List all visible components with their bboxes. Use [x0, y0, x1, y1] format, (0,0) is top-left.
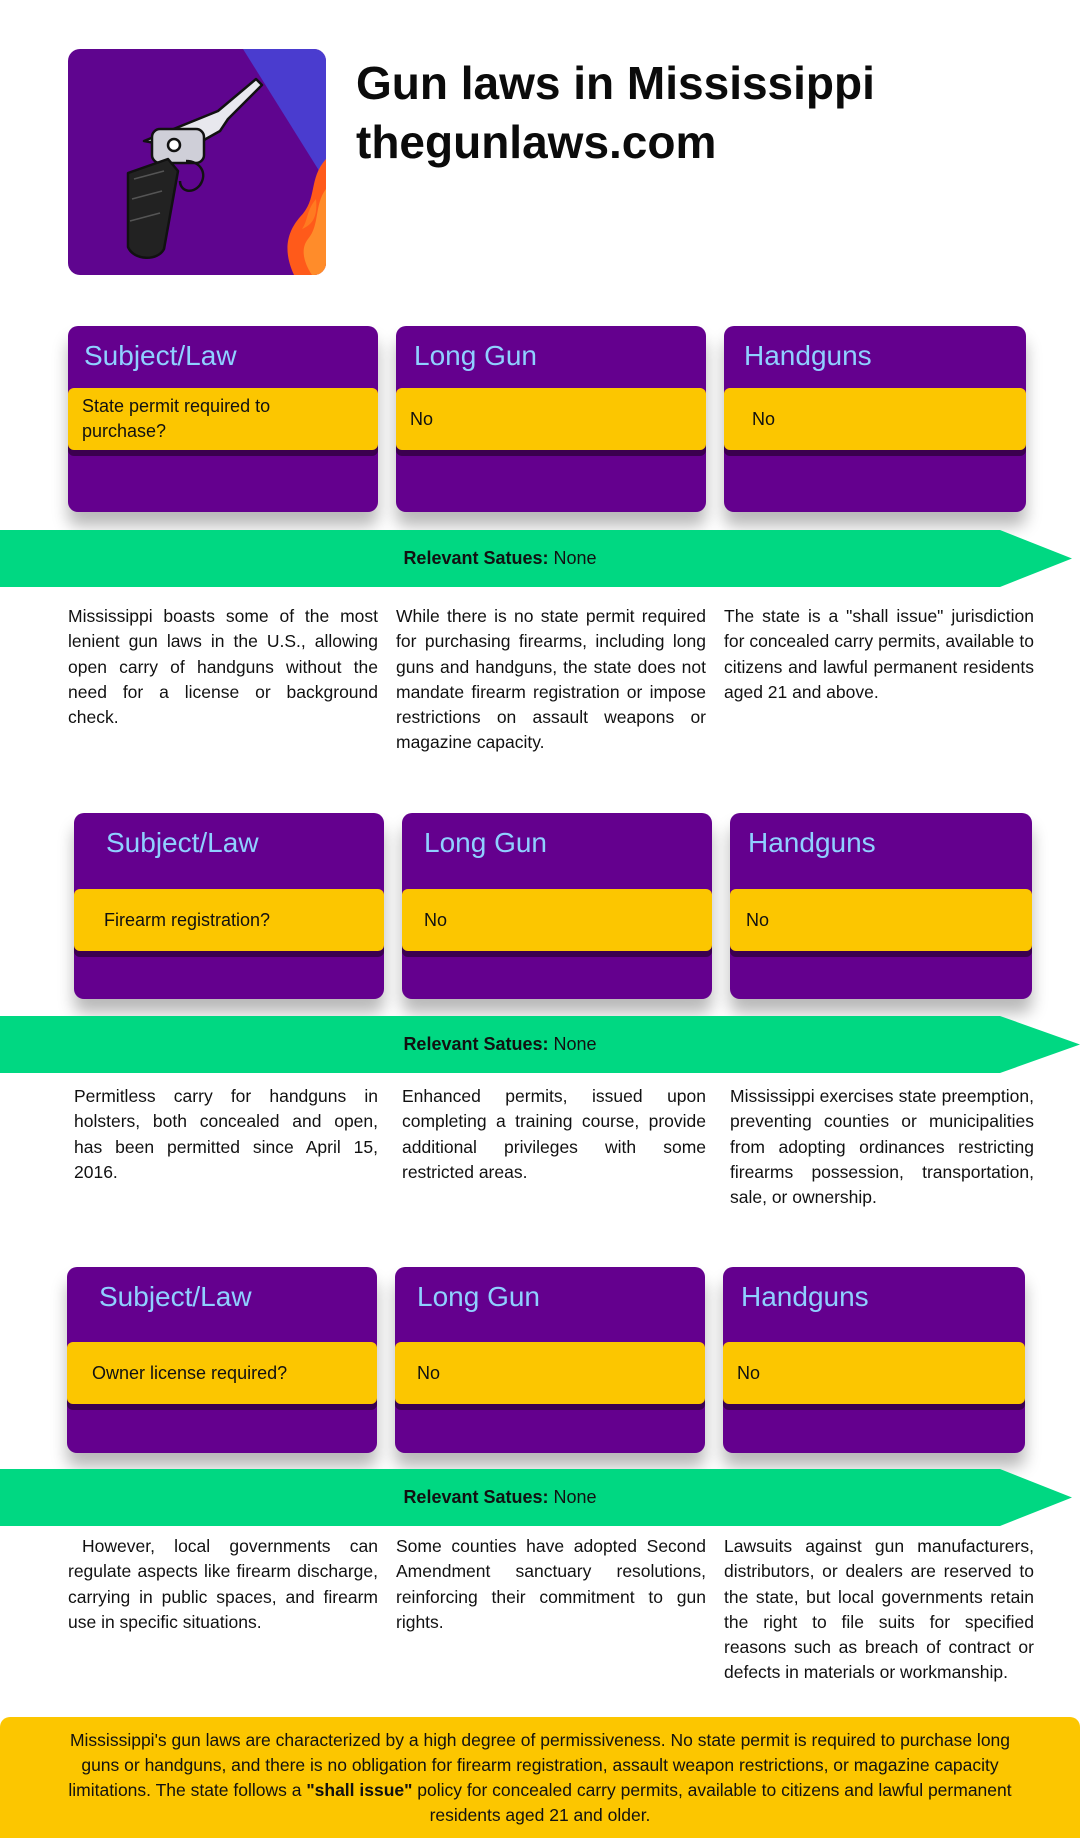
subject-card: [68, 326, 378, 512]
long-gun-heading: Long Gun: [424, 827, 547, 858]
handguns-value: No: [724, 388, 1026, 450]
info-paragraph: Some counties have adopted Second Amendment sanctuary resolutions, reinforcing their commitment to gun rights.: [396, 1536, 706, 1632]
subject-value: State permit required to purchase?: [68, 388, 378, 450]
summary-footer: [0, 1717, 1080, 1838]
long-gun-card: [402, 813, 712, 999]
statutes-label: Relevant Satues:: [403, 1034, 549, 1054]
statutes-value: None: [553, 548, 597, 568]
summary-bold: "shall issue": [306, 1780, 413, 1800]
info-paragraph: Mississippi exercises state preemption, preventing counties or municipalities from adopting ordinances restricting firearms possession, transportation, sale, or ownership.: [730, 1086, 1034, 1208]
subject-value: Owner license required?: [67, 1342, 377, 1404]
statutes-label: Relevant Satues:: [403, 548, 549, 568]
long-gun-value: No: [395, 1342, 705, 1404]
long-gun-heading: Long Gun: [417, 1281, 540, 1312]
statutes-label: Relevant Satues:: [403, 1487, 549, 1507]
subject-card: [67, 1267, 377, 1453]
statutes-text: [0, 1016, 1000, 1073]
info-paragraph: Permitless carry for handguns in holsters, both concealed and open, has been permitted since April 15, 2016.: [74, 1086, 378, 1182]
handguns-value: No: [730, 889, 1032, 951]
handguns-value: No: [723, 1342, 1025, 1404]
site-name: thegunlaws.com: [356, 116, 717, 168]
long-gun-card: [395, 1267, 705, 1453]
statutes-value: None: [553, 1034, 597, 1054]
info-paragraph: However, local governments can regulate aspects like firearm discharge, carrying in public spaces, and firearm use in specific situations.: [68, 1536, 378, 1632]
statutes-value: None: [553, 1487, 597, 1507]
subject-value: Firearm registration?: [74, 889, 384, 951]
long-gun-heading: Long Gun: [414, 340, 537, 371]
handguns-card: [730, 813, 1032, 999]
handguns-card: [724, 326, 1026, 512]
long-gun-value: No: [396, 388, 706, 450]
info-paragraph: While there is no state permit required for purchasing firearms, including long guns and handguns, the state does not mandate firearm registration or impose restrictions on assault weapons or magazine capacity.: [396, 606, 706, 753]
info-paragraph: The state is a "shall issue" jurisdiction for concealed carry permits, available to citizens and lawful permanent residents aged 21 and above.: [724, 606, 1034, 702]
page-title: Gun laws in Mississippi: [356, 57, 875, 109]
info-paragraph: Mississippi boasts some of the most lenient gun laws in the U.S., allowing open carry of handguns without the need for a license or background check.: [68, 606, 378, 728]
info-paragraph: Enhanced permits, issued upon completing a training course, provide additional privileges with some restricted areas.: [402, 1086, 706, 1182]
handguns-heading: Handguns: [748, 827, 876, 858]
handguns-heading: Handguns: [741, 1281, 869, 1312]
subject-heading: Subject/Law: [84, 340, 237, 371]
revolver-icon: [68, 49, 326, 275]
statutes-ribbon: [0, 1016, 1080, 1073]
statutes-ribbon: [0, 1469, 1080, 1526]
summary-text: Mississippi's gun laws are characterized by a high degree of permissiveness. No state permit is required to purchase long guns or handguns, and there is no obligation for firearm registration, assault weapon restrictions, or magazine capacity limitations. The state follows a: [68, 1730, 1011, 1800]
info-paragraph: Lawsuits against gun manufacturers, distributors, or dealers are reserved to the state, but local governments retain the right to file suits for specified reasons such as breach of contract or defects in materials or workmanship.: [724, 1536, 1034, 1683]
subject-heading: Subject/Law: [99, 1281, 252, 1312]
handguns-heading: Handguns: [744, 340, 872, 371]
long-gun-card: [396, 326, 706, 512]
statutes-text: [0, 530, 1000, 587]
statutes-ribbon: [0, 530, 1080, 587]
logo: [68, 49, 326, 275]
subject-heading: Subject/Law: [106, 827, 259, 858]
statutes-text: [0, 1469, 1000, 1526]
handguns-card: [723, 1267, 1025, 1453]
summary-text-end: policy for concealed carry permits, available to citizens and lawful permanent residents aged 21 and older.: [412, 1780, 1012, 1825]
subject-card: [74, 813, 384, 999]
long-gun-value: No: [402, 889, 712, 951]
